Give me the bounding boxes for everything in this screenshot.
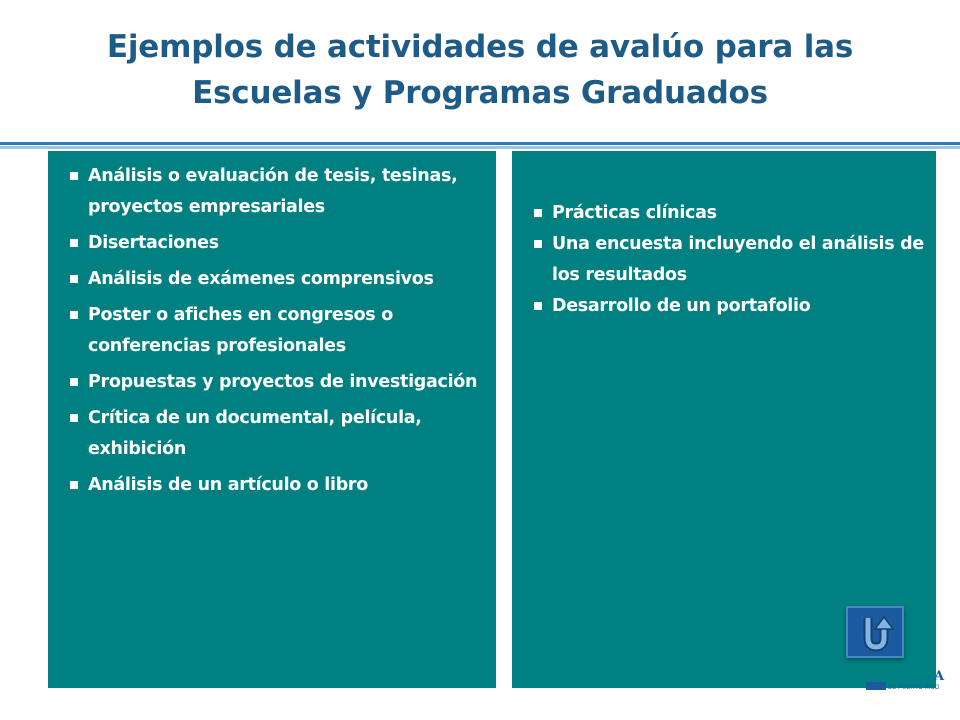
list-item [64, 470, 488, 501]
left-activities-panel [48, 151, 496, 688]
right-activities-list [528, 198, 928, 322]
list-item-text: Poster o afiches en congresos o conferencias profesionales [88, 305, 393, 356]
left-activities-list [64, 161, 488, 501]
square-bullet-icon [70, 481, 78, 489]
square-bullet-icon [70, 275, 78, 283]
title-divider-dark [0, 142, 960, 145]
list-item-text: Análisis de un artículo o libro [88, 475, 368, 495]
list-item [64, 161, 488, 223]
square-bullet-icon [70, 311, 78, 319]
slide-title-line-2: Escuelas y Programas Graduados [192, 75, 768, 111]
list-item-text: Análisis o evaluación de tesis, tesinas, proyectos empresariales [88, 166, 458, 217]
square-bullet-icon [70, 239, 78, 247]
list-item [528, 291, 928, 322]
list-item-text: Propuestas y proyectos de investigación [88, 372, 478, 392]
list-item [528, 198, 928, 229]
list-item [64, 264, 488, 295]
square-bullet-icon [70, 172, 78, 180]
list-item-text: Análisis de exámenes comprensivos [88, 269, 434, 289]
list-item-text: Crítica de un documental, película, exhibición [88, 408, 422, 459]
logo-subtitle: DE PUERTO RICO [888, 685, 940, 691]
list-item [528, 229, 928, 291]
return-arrow-icon [857, 614, 895, 652]
title-divider-light [0, 146, 960, 149]
list-item-text: Desarrollo de un portafolio [552, 296, 811, 316]
slide-title [40, 24, 920, 116]
slide-title-line-1: Ejemplos de actividades de avalúo para las [106, 29, 854, 65]
square-bullet-icon [534, 209, 542, 217]
square-bullet-icon [70, 414, 78, 422]
logo-letter: A [934, 669, 945, 684]
list-item-text: Disertaciones [88, 233, 219, 253]
list-item-text: Una encuesta incluyendo el análisis de los resultados [552, 234, 924, 285]
list-item [64, 403, 488, 465]
list-item [64, 300, 488, 362]
logo-bar-icon [866, 682, 886, 690]
list-item [64, 367, 488, 398]
list-item [64, 228, 488, 259]
square-bullet-icon [70, 378, 78, 386]
square-bullet-icon [534, 240, 542, 248]
list-item-text: Prácticas clínicas [552, 203, 717, 223]
square-bullet-icon [534, 302, 542, 310]
university-logo [866, 670, 952, 696]
return-button[interactable] [846, 606, 904, 658]
